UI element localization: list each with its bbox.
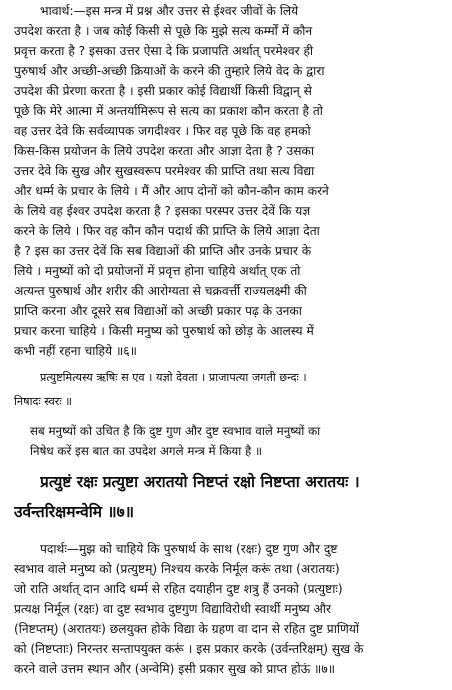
swara-line: निषादः स्वरः ॥ [14,395,72,408]
padartha-line: पदार्थः—मुझ को चाहिये कि पुरुषार्थ के साथ (रक्षः) दुष्ट गुण और दुष्ट [40,542,338,556]
summary-line: सब मनुष्यों को उचित है कि दुष्ट गुण और दुष्ट स्वभाव वाले मनुष्यों का [30,424,321,438]
bhavartha-line: अत्यन्त पुरुषार्थ और शरीर की आरोग्यता से चक्रवर्त्ती राज्यलक्ष्मी की [14,284,307,298]
padartha-line: करने वाले उत्तम स्थान और (अन्वेमि) इसी प्रकार सुख को प्राप्त होऊं ॥७॥ [14,662,335,676]
bhavartha-line: किस-किस प्रयोजन के लिये उपदेश करता और आज्ञा देता है ? उसका [14,144,314,158]
bhavartha-line: पूछे कि मेरे आत्मा में अन्तर्यामिरूप से सत्य का प्रकाश कौन करता है तो [14,104,323,118]
bhavartha-line: प्राप्ति करना और दूसरे सब विद्याओं को अच्छी प्रकार पढ़ के उनका [14,304,302,318]
bhavartha-line: पुरुषार्थ और अच्छी-अच्छी क्रियाओं के करने की तुम्हारे लिये वेद के द्वारा [14,64,325,78]
bhavartha-line: प्रचार करना चाहिये । किसी मनुष्य को पुरुषार्थ को छोड़ के आलस्य में [14,324,314,338]
padartha-line: को (निष्टप्ताः) निरन्तर सन्तापयुक्त करूं । इस प्रकार करके (उर्वन्तरिक्षम्) सुख के [14,642,364,656]
bhavartha-line: के लिये वह ईश्वर उपदेश करता है ? इसका परस्पर उत्तर देवें कि यज्ञ [14,204,311,218]
padartha-line: जो राति अर्थात् दान आदि धर्म्म से रहित दयाहीन दुष्ट शत्रु हैं उनको (प्रत्युष्टाः) [14,582,343,596]
bhavartha-line: करने के लिये । फिर वह कौन कौन पदार्थ की प्राप्ति के लिये आज्ञा देता [14,224,320,238]
padartha-line: (निष्टप्तम्) (अरातयः) छलयुक्त होके विद्या के ग्रहण वा दान से रहित दुष्ट प्राणियों [14,622,360,636]
padartha-line: प्रत्यक्ष निर्मूल (रक्षः) वा दुष्ट स्वभाव दुष्टगुण विद्याविरोधी स्वार्थी मनुष्य और [14,602,331,616]
summary-line: निषेध करें इस बात का उपदेश अगले मन्त्र में किया है ॥ [30,444,263,458]
bhavartha-line: उपदेश की प्रेरणा करता है । इसी प्रकार कोई विद्यार्थी किसी विद्वान् से [14,84,312,98]
bhavartha-line: प्रवृत्त करता है ? इसका उत्तर ऐसा दे कि प्रजापति अर्थात् परमेश्वर ही [14,44,314,58]
bhavartha-line: उत्तर देवे कि सुख और सुखस्वरूप परमेश्वर की प्राप्ति तथा सत्य विद्या [14,164,315,178]
mantra-line: उर्वन्तरिक्षमन्वेमि ॥७॥ [14,503,135,521]
bhavartha-line: लिये । मनुष्यों को दो प्रयोजनों में प्रवृत्त होना चाहिये अर्थात् एक तो [14,264,301,278]
padartha-line: स्वभाव वाले मनुष्य को (प्रत्युष्टम्) निश्चय करके निर्मूल करूं तथा (अरातयः) [14,562,340,576]
bhavartha-line: वह उत्तर देवे कि सर्वव्यापक जगदीश्वर । फिर वह पूछे कि वह हमको [14,124,311,138]
mantra-line: प्रत्युष्टं रक्षः प्रत्युष्टा अरातयो निष्टप्तं रक्षो निष्टप्ता अरातयः । [40,473,360,491]
bhavartha-line: और धर्म्म के प्रचार के लिये । मैं और आप दोनों को कौन-कौन काम करने [14,184,329,198]
bhavartha-line: भावार्थ:—इस मन्त्र में प्रश्न और उत्तर से ईश्वर जीवों के लिये [40,4,299,18]
bhavartha-line: उपदेश करता है । जब कोई किसी से पूछे कि मुझे सत्य कर्म्मों में कौन [14,24,313,38]
bhavartha-line: है ? इस का उत्तर देवें कि सब विद्याओं की प्राप्ति और उनके प्रचार के [14,244,312,258]
bhavartha-line: कभी नहीं रहना चाहिये ॥६॥ [14,344,137,358]
rishi-devata-line: प्रत्युष्टमित्यस्य ऋषिः स एव । यज्ञो देवता । प्राजापत्या जगती छन्दः । [40,371,307,384]
